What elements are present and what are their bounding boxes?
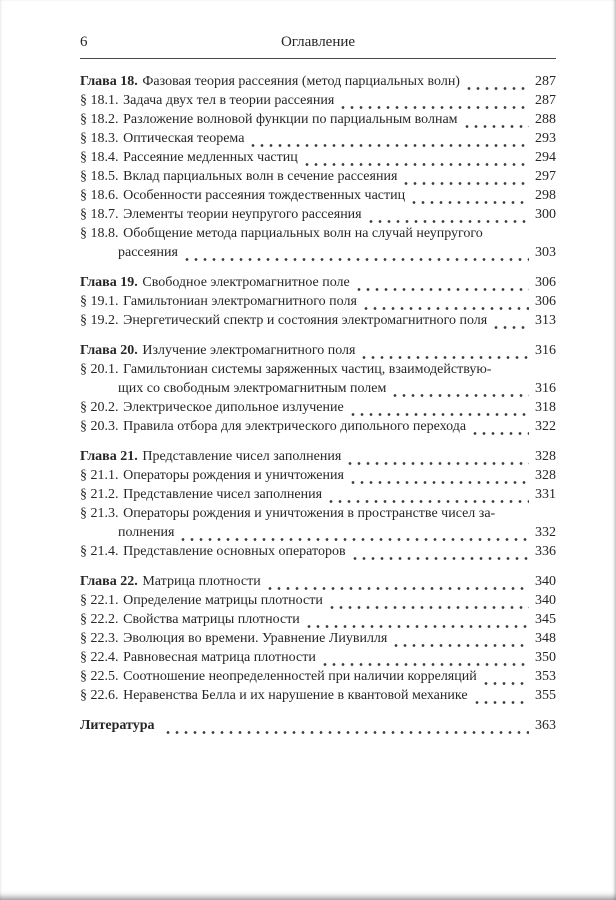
toc-group (80, 716, 556, 735)
toc-page-number: 363 (535, 718, 556, 733)
toc-chapter-entry (80, 716, 556, 735)
toc-page-number: 350 (535, 650, 556, 665)
toc-entry-label: § 18.8. (80, 226, 119, 241)
dot-leader (494, 325, 529, 330)
toc-section-entry (80, 224, 556, 243)
toc-section-entry (80, 205, 556, 224)
dot-leader (404, 181, 529, 186)
toc-entry-text: Разложение волновой функции по парциальным волнам (123, 112, 458, 127)
toc-section-entry (80, 91, 556, 110)
toc-entry-text: Эволюция во времени. Уравнение Лиувилля (123, 631, 388, 646)
toc-section-entry (80, 417, 556, 436)
toc-entry-text: Оптическая теорема (123, 131, 245, 146)
toc-entry-text: Представление чисел заполнения (123, 487, 323, 502)
toc-entry-text: Свойства матрицы плотности (123, 612, 300, 627)
dot-leader (357, 287, 529, 292)
toc-entry-text: Операторы рождения и уничтожения (123, 468, 344, 483)
toc-entry-label: § 18.2. (80, 112, 119, 127)
toc-section-entry (80, 360, 556, 379)
toc-page-number: 340 (535, 574, 556, 589)
toc-entry-label: Глава 20. (80, 343, 138, 358)
toc-entry-label: Глава 21. (80, 449, 138, 464)
toc-entry-label: § 18.4. (80, 150, 119, 165)
toc-section-entry (80, 129, 556, 148)
toc-entry-label: § 22.1. (80, 593, 119, 608)
toc-section-entry (80, 542, 556, 561)
toc-entry-text: Представление основных операторов (123, 544, 346, 559)
toc-entry-continuation-text: щих со свободным электромагнитным полем (118, 381, 387, 396)
dot-leader (185, 257, 529, 262)
toc-entry-text: Рассеяние медленных частиц (123, 150, 298, 165)
toc-entry-text: Свободное электромагнитное поле (142, 275, 350, 290)
toc-entry-text: Задача двух тел в теории рассеяния (123, 93, 335, 108)
toc-entry-label: Глава 18. (80, 74, 138, 89)
toc-section-entry (80, 648, 556, 667)
toc-entry-text: Гамильтониан электромагнитного поля (123, 294, 357, 309)
toc-entry-text: Элементы теории неупругого рассеяния (123, 207, 362, 222)
toc-chapter-entry (80, 447, 556, 466)
toc-entry-label: § 21.1. (80, 468, 119, 483)
toc-section-entry (80, 167, 556, 186)
toc-entry-label: § 18.6. (80, 188, 119, 203)
table-of-contents (80, 72, 556, 735)
toc-entry-text: Соотношение неопределенностей при наличии корреляций (123, 669, 477, 684)
toc-entry-text: Операторы рождения и уничтожения в пространстве чисел за- (123, 506, 496, 521)
toc-entry-label: § 22.2. (80, 612, 119, 627)
toc-section-entry (80, 110, 556, 129)
toc-entry-label: § 22.5. (80, 669, 119, 684)
toc-page-number: 340 (535, 593, 556, 608)
toc-page-number: 353 (535, 669, 556, 684)
toc-section-entry (80, 466, 556, 485)
toc-section-entry (80, 591, 556, 610)
toc-page-number: 318 (535, 400, 556, 415)
toc-section-entry (80, 311, 556, 330)
toc-page-number: 306 (535, 275, 556, 290)
dot-leader (465, 124, 529, 129)
toc-entry-label: § 20.3. (80, 419, 119, 434)
toc-page-number: 287 (535, 74, 556, 89)
toc-entry-label: § 21.3. (80, 506, 119, 521)
toc-section-entry (80, 686, 556, 705)
toc-page-number: 298 (535, 188, 556, 203)
toc-page-number: 332 (535, 525, 556, 540)
toc-entry-label: § 22.4. (80, 650, 119, 665)
dot-leader (348, 461, 529, 466)
toc-entry-text: Правила отбора для электрического дипольного перехода (123, 419, 467, 434)
toc-group (80, 341, 556, 436)
toc-section-entry (80, 148, 556, 167)
dot-leader (412, 200, 529, 205)
page-content (80, 34, 556, 746)
toc-page-number: 303 (535, 245, 556, 260)
toc-entry-text: Особенности рассеяния тождественных частиц (123, 188, 406, 203)
toc-entry-label: § 18.5. (80, 169, 119, 184)
toc-chapter-entry (80, 72, 556, 91)
toc-page-number: 345 (535, 612, 556, 627)
dot-leader (475, 700, 529, 705)
dot-leader (473, 431, 529, 436)
toc-section-entry (80, 186, 556, 205)
toc-entry-label: § 21.2. (80, 487, 119, 502)
toc-entry-label: § 18.3. (80, 131, 119, 146)
toc-entry-label: § 20.1. (80, 362, 119, 377)
toc-page-number: 322 (535, 419, 556, 434)
toc-entry-text: Фазовая теория рассеяния (метод парциальных волн) (142, 74, 460, 89)
toc-entry-label: § 22.3. (80, 631, 119, 646)
toc-page-number: 287 (535, 93, 556, 108)
dot-leader (330, 605, 529, 610)
toc-entry-text: Вклад парциальных волн в сечение рассеяния (123, 169, 398, 184)
toc-page-number: 288 (535, 112, 556, 127)
dot-leader (166, 730, 529, 735)
toc-page-number: 328 (535, 449, 556, 464)
dot-leader (351, 480, 529, 485)
toc-page-number: 328 (535, 468, 556, 483)
toc-entry-label: Литература (80, 718, 155, 733)
toc-chapter-entry (80, 273, 556, 292)
toc-entry-text: Представление чисел заполнения (142, 449, 342, 464)
toc-entry-text: Неравенства Белла и их нарушение в квантовой механике (123, 688, 468, 703)
toc-entry-continuation (80, 523, 556, 542)
toc-page-number: 300 (535, 207, 556, 222)
toc-entry-text: Равновесная матрица плотности (123, 650, 316, 665)
dot-leader (484, 681, 529, 686)
toc-group (80, 72, 556, 262)
toc-chapter-entry (80, 572, 556, 591)
toc-entry-label: Глава 19. (80, 275, 138, 290)
toc-section-entry (80, 504, 556, 523)
toc-entry-continuation (80, 379, 556, 398)
dot-leader (394, 643, 529, 648)
toc-section-entry (80, 629, 556, 648)
page-header (80, 34, 556, 59)
toc-entry-label: Глава 22. (80, 574, 138, 589)
toc-section-entry (80, 485, 556, 504)
toc-page-number: 313 (535, 313, 556, 328)
toc-page-number: 293 (535, 131, 556, 146)
toc-entry-label: § 21.4. (80, 544, 119, 559)
toc-entry-text: Энергетический спектр и состояния электромагнитного поля (123, 313, 488, 328)
toc-entry-label: § 18.7. (80, 207, 119, 222)
toc-section-entry (80, 292, 556, 311)
dot-leader (393, 393, 529, 398)
toc-page-number: 294 (535, 150, 556, 165)
toc-entry-label: § 20.2. (80, 400, 119, 415)
toc-entry-text: Определение матрицы плотности (123, 593, 323, 608)
toc-entry-continuation-text: рассеяния (118, 245, 178, 260)
toc-page-number: 297 (535, 169, 556, 184)
running-head-title: Оглавление (280, 34, 356, 50)
toc-section-entry (80, 667, 556, 686)
toc-section-entry (80, 398, 556, 417)
toc-group (80, 572, 556, 705)
toc-group (80, 447, 556, 561)
toc-entry-text: Матрица плотности (142, 574, 261, 589)
toc-entry-text: Электрическое дипольное излучение (123, 400, 344, 415)
toc-group (80, 273, 556, 330)
page-number: 6 (80, 34, 88, 50)
toc-entry-continuation-text: полнения (118, 525, 175, 540)
toc-entry-label: § 18.1. (80, 93, 119, 108)
toc-page-number: 355 (535, 688, 556, 703)
toc-page-number: 316 (535, 343, 556, 358)
toc-page-number: 306 (535, 294, 556, 309)
toc-entry-continuation (80, 243, 556, 262)
toc-entry-label: § 19.1. (80, 294, 119, 309)
toc-section-entry (80, 610, 556, 629)
toc-entry-text: Обобщение метода парциальных волн на случай неупругого (123, 226, 483, 241)
toc-page-number: 336 (535, 544, 556, 559)
toc-page-number: 331 (535, 487, 556, 502)
toc-entry-label: § 19.2. (80, 313, 119, 328)
dot-leader (353, 556, 529, 561)
toc-entry-text: Излучение электромагнитного поля (142, 343, 356, 358)
toc-page-number: 348 (535, 631, 556, 646)
toc-entry-text: Гамильтониан системы заряженных частиц, взаимодействую- (123, 362, 492, 377)
toc-chapter-entry (80, 341, 556, 360)
dot-leader (467, 86, 529, 91)
toc-page-number: 316 (535, 381, 556, 396)
toc-entry-label: § 22.6. (80, 688, 119, 703)
